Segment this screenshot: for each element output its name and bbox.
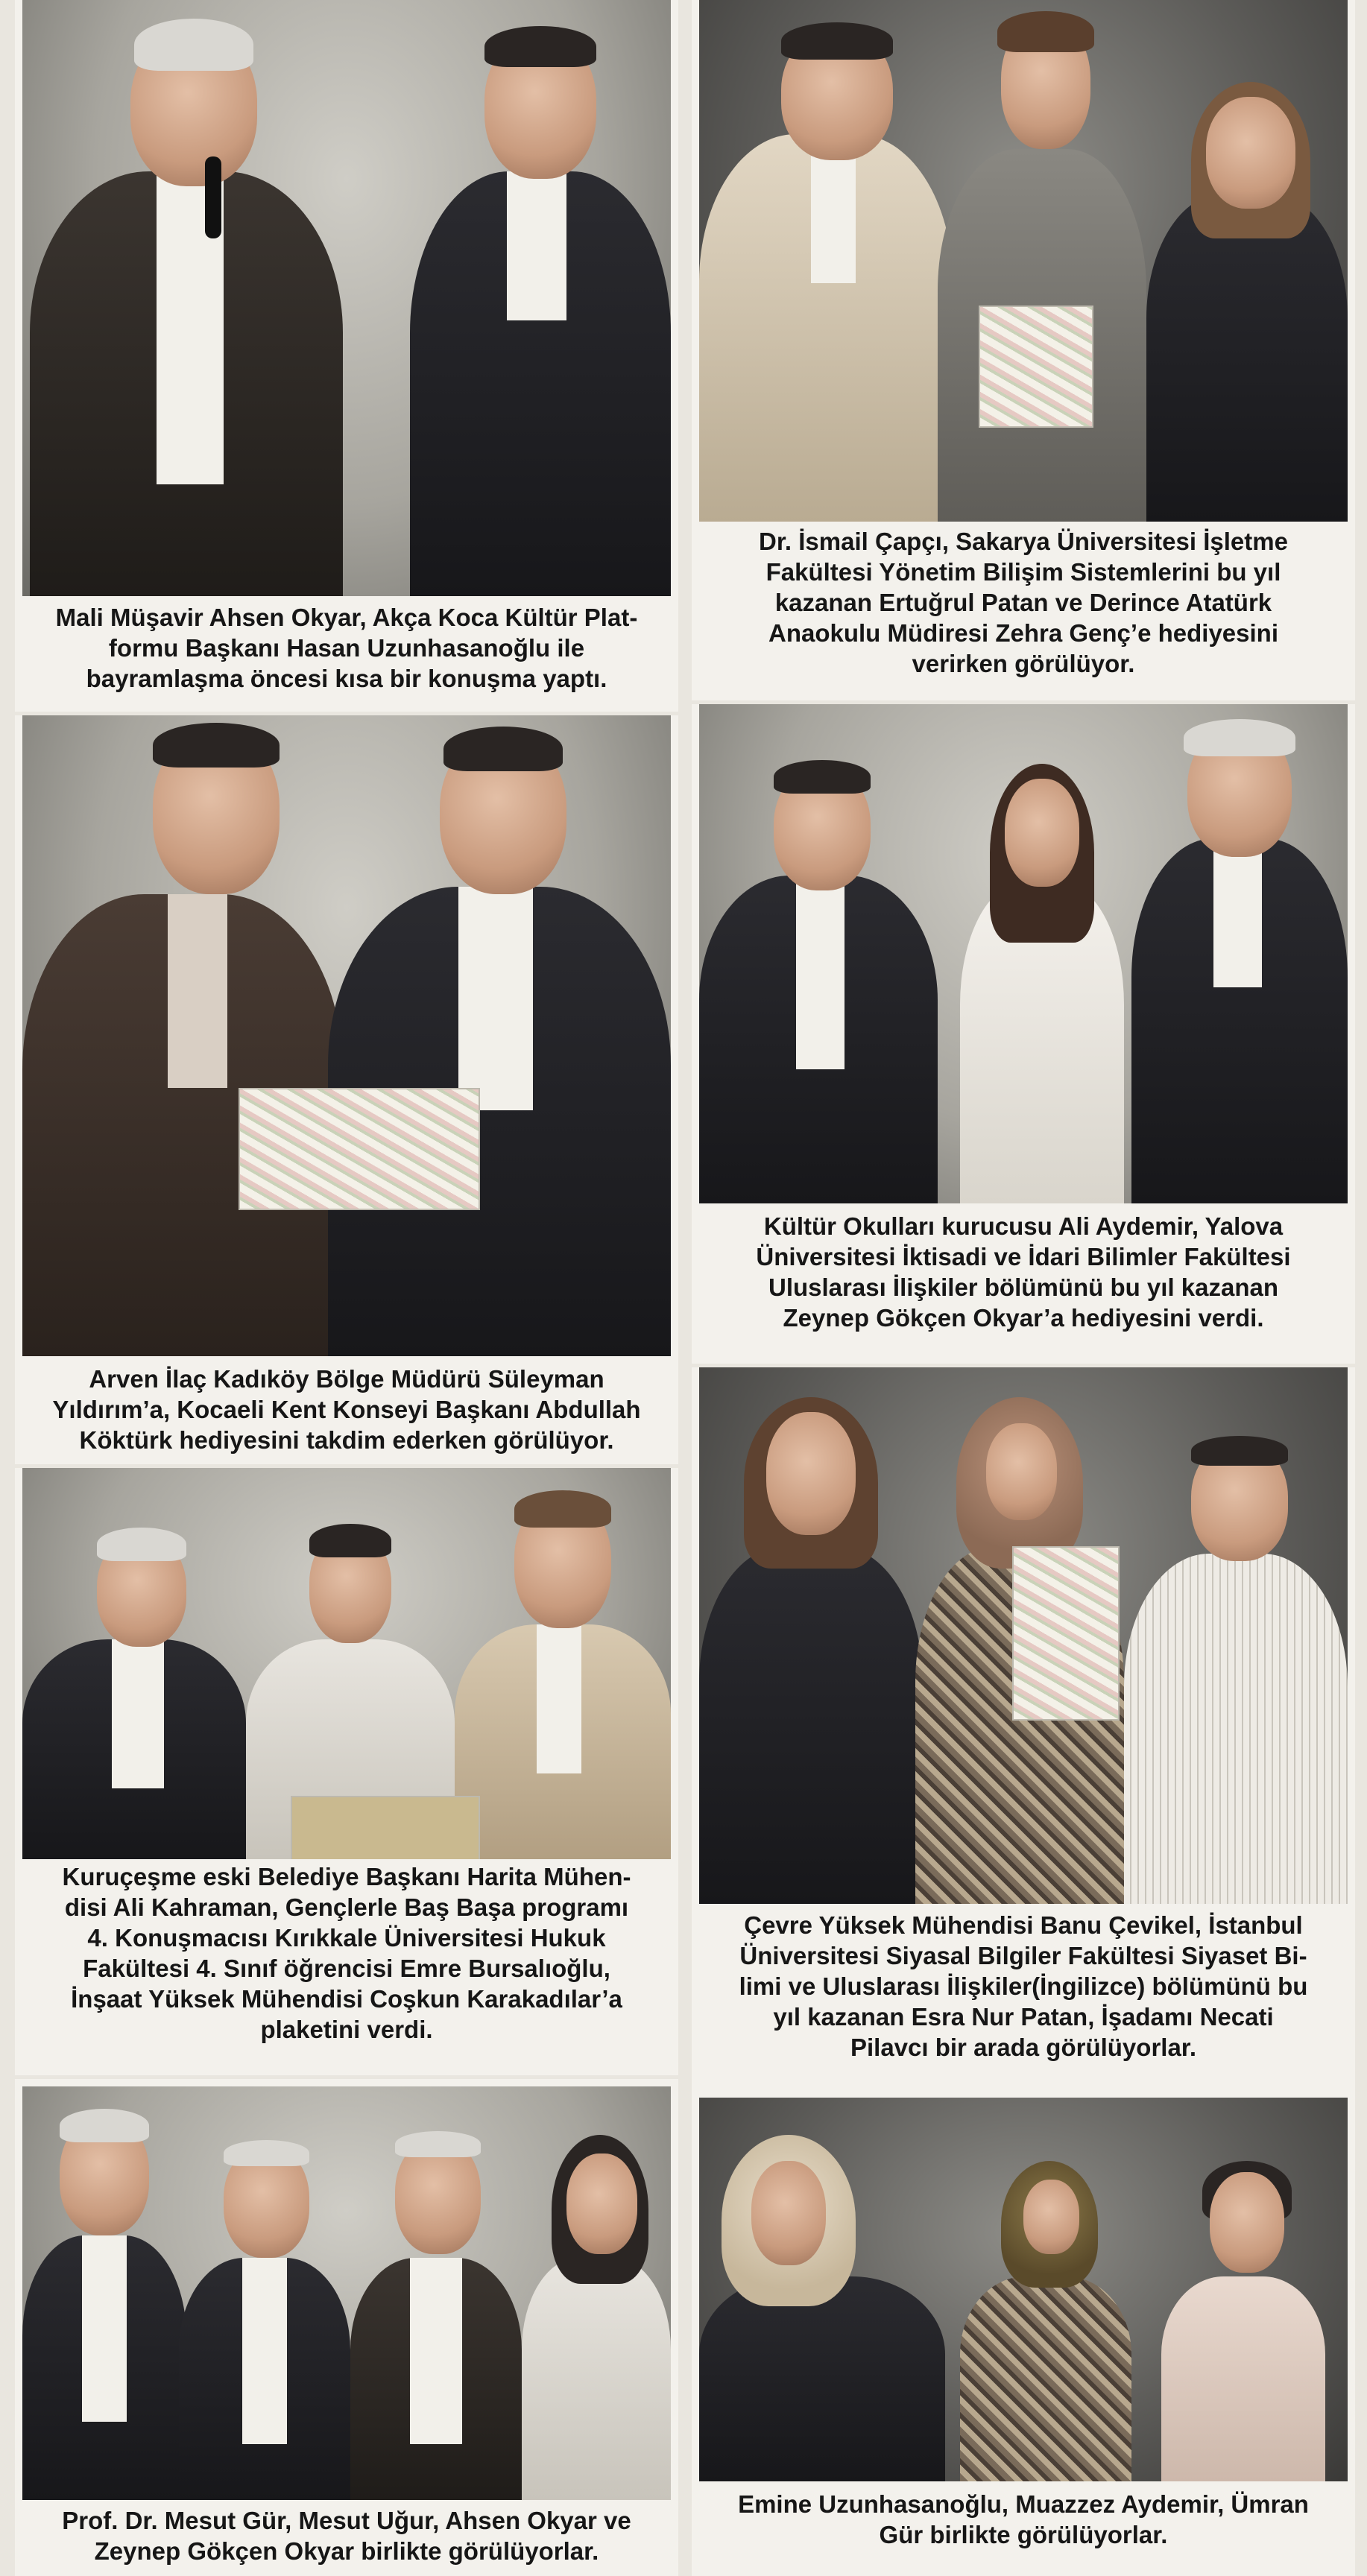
person-figure (938, 0, 1146, 522)
photo-7 (22, 2086, 671, 2500)
person-figure (1161, 2098, 1348, 2481)
photo-card-2 (692, 0, 1355, 700)
person-figure (22, 715, 343, 1356)
person-figure (22, 1468, 246, 1859)
photo-5 (22, 1468, 671, 1859)
photo-card-5 (15, 1468, 678, 2075)
gift-package (1012, 1546, 1120, 1721)
caption-8: Emine Uzunhasanoğlu, Muazzez Aydemir, Ümran Gür birlikte görülüyorlar. (738, 2490, 1309, 2548)
photo-8 (699, 2098, 1348, 2481)
person-figure (350, 2086, 522, 2500)
caption-1: Mali Müşavir Ahsen Okyar, Akça Koca Kültür Plat- formu Başkanı Hasan Uzunhasanoğlu ile bayramlaşma öncesi kısa bir konuşma yaptı. (55, 604, 638, 692)
photo-6 (699, 1367, 1348, 1904)
gift-package (979, 306, 1093, 428)
caption-2: Dr. İsmail Çapçı, Sakarya Üniversitesi İşletme Fakültesi Yönetim Bilişim Sistemlerini bu yıl kazanan Ertuğrul Patan ve Derince Atatürk Anaokulu Müdiresi Zehra Genç’e hediyesini verirken görülüyor. (759, 528, 1288, 677)
person-figure (22, 0, 350, 596)
caption-7: Prof. Dr. Mesut Gür, Mesut Uğur, Ahsen Okyar ve Zeynep Gökçen Okyar birlikte görülüyorlar. (62, 2507, 631, 2565)
person-figure (1146, 0, 1348, 522)
photo-card-6 (692, 1367, 1355, 2098)
person-figure (179, 2086, 350, 2500)
photo-card-3 (15, 715, 678, 1464)
caption-5: Kuruçeşme eski Belediye Başkanı Harita Mühen- disi Ali Kahraman, Gençlerle Baş Başa programı 4. Konuşmacısı Kırıkkale Üniversitesi Hukuk Fakültesi 4. Sınıf öğrencisi Emre Bursalıoğlu, İnşaat Yüksek Mühendisi Coşkun Karakadılar’a plaketini verdi. (62, 1863, 631, 2043)
person-figure (945, 2098, 1139, 2481)
microphone-icon (205, 156, 221, 238)
caption-6: Çevre Yüksek Mühendisi Banu Çevikel, İstanbul Üniversitesi Siyasal Bilgiler Fakültesi Siyaset Bi- limi ve Uluslarası İlişkiler(İngilizce) bölümünü bu yıl kazanan Esra Nur Patan, İşadamı Necati Pilavcı bir arada görülüyorlar. (739, 1911, 1308, 2061)
photo-card-1 (15, 0, 678, 712)
person-figure (1124, 1367, 1348, 1904)
person-figure (945, 704, 1131, 1203)
photo-2 (699, 0, 1348, 522)
person-figure (1131, 704, 1348, 1203)
caption-3: Arven İlaç Kadıköy Bölge Müdürü Süleyman Yıldırım’a, Kocaeli Kent Konseyi Başkanı Abdullah Köktürk hediyesini takdim ederken görülüyor. (52, 1365, 641, 1454)
person-figure (455, 1468, 671, 1859)
photo-3 (22, 715, 671, 1356)
photo-1 (22, 0, 671, 596)
photo-4 (699, 704, 1348, 1203)
gift-package (239, 1088, 480, 1210)
person-figure (699, 0, 953, 522)
plaque (291, 1796, 480, 1859)
person-figure (699, 704, 938, 1203)
caption-4: Kültür Okulları kurucusu Ali Aydemir, Yalova Üniversitesi İktisadi ve İdari Bilimler Fakültesi Uluslarası İlişkiler bölümünü bu yıl kazanan Zeynep Gökçen Okyar’a hediyesini verdi. (756, 1212, 1291, 1332)
person-figure (410, 0, 671, 596)
person-figure (522, 2086, 671, 2500)
person-figure (328, 715, 671, 1356)
photo-card-7 (15, 2079, 678, 2576)
person-figure (699, 1367, 923, 1904)
person-figure (699, 2098, 945, 2481)
person-figure (22, 2086, 186, 2500)
photo-card-8 (692, 2098, 1355, 2576)
photo-card-4 (692, 704, 1355, 1364)
